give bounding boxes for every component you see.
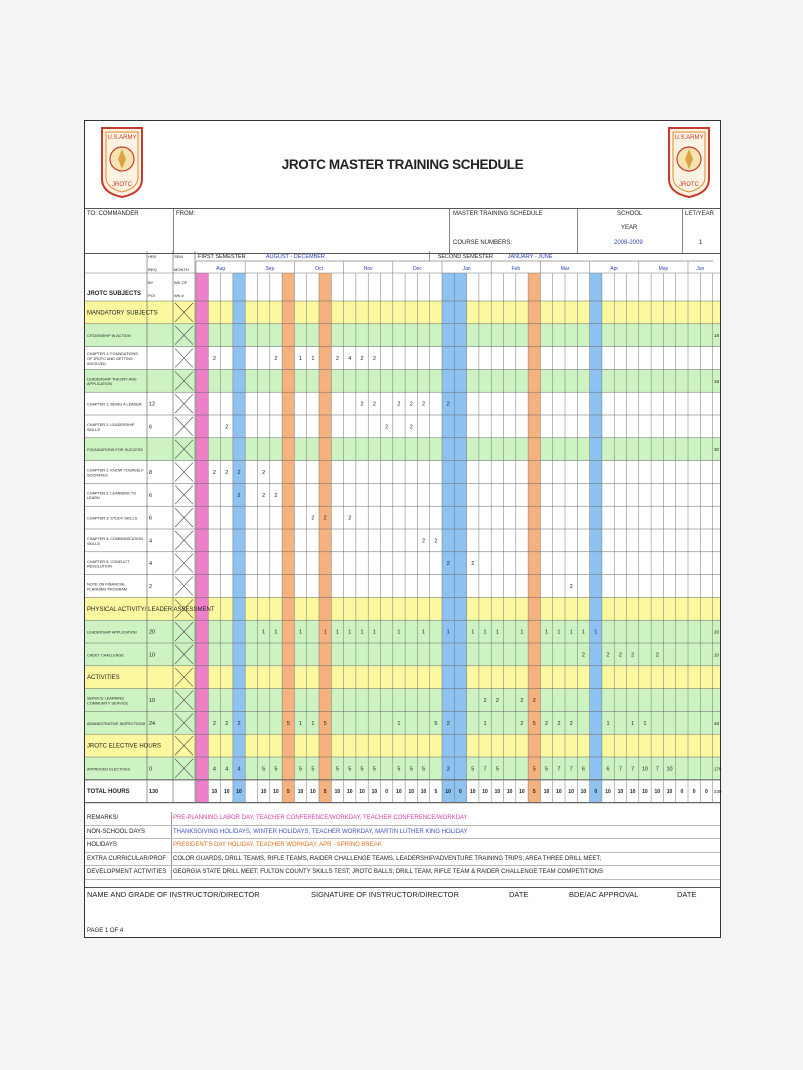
week-hours-value: 2 (434, 538, 438, 545)
week-hours-value: 6 (606, 766, 610, 773)
svg-text:U.S.ARMY: U.S.ARMY (107, 135, 137, 141)
week-hours-value: 5 (434, 720, 438, 727)
week-hours-value: 10 (482, 789, 488, 796)
row-total-value: 230 (714, 789, 722, 795)
row-background (85, 529, 720, 552)
week-hours-value: 10 (396, 789, 402, 796)
week-hours-value: 10 (359, 789, 365, 796)
week-hours-value: 5 (323, 720, 327, 727)
week-hours-value: 10 (334, 789, 341, 796)
week-hours-value: 1 (311, 356, 315, 362)
subject-label: CHAPTER 3: STUDY SKILLS (87, 516, 138, 521)
week-hours-value: 2 (618, 652, 622, 659)
hrs-value: 24 (149, 720, 156, 727)
month-label: Jun (696, 266, 705, 272)
row-background (85, 780, 720, 803)
week-hours-value: 1 (311, 720, 315, 727)
week-hours-value: 1 (274, 629, 278, 636)
sem-header-label: WK OF (174, 280, 188, 285)
week-hours-value: 5 (299, 766, 303, 773)
subject-label: CHAPTER 2: LEARNING TO (87, 491, 137, 496)
week-hours-value: 0 (459, 789, 462, 796)
week-hours-value: 10 (236, 789, 242, 796)
hrs-header-label: REQ (148, 267, 157, 272)
week-hours-value: 5 (422, 766, 426, 773)
week-hours-value: 2 (360, 401, 364, 408)
week-hours-value: 1 (483, 720, 487, 727)
week-hours-value: 10 (580, 789, 587, 796)
row-total-value: 10 (714, 652, 720, 658)
remarks-row-5: DEVELOPMENT ACTIVITIES GEORGIA STATE DRILL MEET; FULTON COUNTY SKILLS TEST; JROTC BALLS; DRILL TEAM, RIFLE TEAM & RAIDER CHALLENGE TEAM COMPETITIONS (85, 866, 720, 880)
week-hours-value: 3 (446, 766, 450, 773)
svg-text:JROTC: JROTC (679, 182, 699, 188)
row-background (85, 301, 720, 324)
date-label-1: DATE (509, 890, 529, 899)
row-background (85, 575, 720, 598)
week-hours-value: 10 (556, 789, 562, 796)
subject-label: LEARN (87, 496, 100, 501)
week-hours-value: 2 (372, 356, 376, 362)
week-hours-value: 2 (606, 652, 610, 659)
week-hours-value: 2 (557, 720, 561, 727)
row-background (85, 483, 720, 506)
week-hours-value: 2 (422, 538, 426, 545)
week-hours-value: 1 (483, 629, 487, 636)
week-hours-value: 5 (471, 766, 475, 773)
schedule-grid (85, 251, 720, 813)
week-hours-value: 7 (618, 766, 622, 773)
week-hours-value: 1 (446, 629, 450, 636)
week-hours-value: 2 (581, 652, 585, 659)
row-background (85, 369, 720, 392)
week-hours-value: 2 (569, 584, 573, 590)
row-total-value: 18 (714, 333, 720, 339)
week-hours-value: 5 (335, 766, 339, 773)
week-column-highlight (196, 273, 208, 803)
week-hours-value: 5 (545, 766, 549, 773)
page-title: JROTC MASTER TRAINING SCHEDULE (281, 157, 524, 172)
row-background (85, 461, 720, 484)
subject-label: OF JROTC AND GETTING (87, 357, 133, 361)
week-hours-value: 1 (348, 629, 352, 636)
name-grade-label: NAME AND GRADE OF INSTRUCTOR/DIRECTOR (87, 890, 260, 899)
week-hours-value: 1 (631, 720, 635, 727)
page-number: PAGE 1 OF 4 (87, 928, 124, 934)
remarks-text-5: GEORGIA STATE DRILL MEET; FULTON COUNTY SKILLS TEST; JROTC BALLS; DRILL TEAM, RIFLE TEAM & RAIDER CHALLENGE TEAM COMPETITIONS (173, 869, 603, 876)
week-hours-value: 1 (262, 629, 266, 636)
week-hours-value: 2 (274, 492, 278, 499)
row-background (85, 347, 720, 370)
row-background (85, 620, 720, 643)
week-hours-value: 10 (519, 789, 525, 796)
subject-label: CADET CHALLENGE (87, 653, 124, 658)
row-background (85, 666, 720, 689)
week-hours-value: 1 (520, 629, 524, 636)
week-hours-value: 2 (483, 698, 487, 704)
week-hours-value: 2 (274, 356, 278, 362)
week-hours-value: 10 (211, 789, 218, 796)
sem-header-label: SEM (174, 254, 183, 259)
subject-label: LEADERSHIP THEORY AND (87, 377, 137, 382)
week-column-highlight (454, 273, 466, 803)
hrs-value: 2 (149, 584, 153, 590)
week-hours-value: 2 (212, 356, 216, 362)
second-semester-label: SECOND SEMESTER (437, 254, 494, 260)
week-hours-value: 10 (273, 789, 279, 796)
week-column-highlight (590, 273, 602, 803)
week-hours-value: 10 (641, 766, 649, 773)
week-hours-value: 10 (346, 789, 353, 796)
week-hours-value: 2 (225, 470, 229, 476)
week-hours-value: 2 (237, 720, 241, 727)
week-hours-value: 2 (372, 401, 376, 408)
subject-label: CHAPTER 5: CONFLICT (87, 559, 130, 564)
year-label: YEAR (621, 225, 638, 231)
week-hours-value: 1 (397, 720, 401, 727)
month-label: May (658, 266, 669, 272)
sem-header-label: MONTH (174, 267, 189, 272)
week-hours-value: 10 (568, 789, 574, 796)
week-hours-value: 1 (397, 629, 401, 636)
month-label: Feb (511, 266, 521, 272)
svg-text:U.S.ARMY: U.S.ARMY (674, 135, 704, 141)
row-background (85, 757, 720, 780)
row-total-value: 18 (714, 378, 720, 384)
week-hours-value: 2 (262, 492, 266, 499)
week-hours-value: 1 (335, 629, 339, 636)
hrs-header-label: HRS (148, 254, 157, 259)
remarks-text-2: THANKSGIVING HOLIDAYS, WINTER HOLIDAYS, TEACHER WORKDAY, MARTIN LUTHER KING HOLIDAY (173, 828, 468, 835)
week-hours-value: 0 (680, 789, 684, 796)
week-hours-value: 1 (372, 629, 376, 636)
week-hours-value: 2 (262, 470, 266, 476)
remarks-text-3: PRESIDENT'S DAY HOLIDAY, TEACHER WORKDAY, APR - SPRING BREAK (173, 842, 382, 849)
week-hours-value: 10 (469, 789, 476, 796)
week-hours-value: 5 (532, 720, 536, 727)
first-semester-label: FIRST SEMESTER (198, 254, 246, 260)
week-hours-value: 2 (446, 561, 450, 568)
week-hours-value: 10 (654, 789, 661, 796)
subject-label: CITIZENSHIP IN ACTION (87, 334, 131, 339)
row-background (85, 734, 720, 757)
subject-label: TOTAL HOURS (87, 789, 130, 796)
week-hours-value: 2 (212, 470, 216, 476)
subject-label: NOTE ON FINANCIAL (87, 582, 126, 587)
subject-label: FOUNDATIONS FOR SUCCESS (87, 448, 143, 453)
week-hours-value: 10 (445, 789, 451, 796)
week-hours-value: 1 (581, 629, 585, 636)
week-hours-value: 1 (422, 629, 426, 636)
signature-row (85, 887, 720, 900)
week-hours-value: 2 (631, 652, 635, 659)
week-hours-value: 2 (348, 515, 352, 522)
header-info-block (85, 208, 720, 254)
week-hours-value: 10 (223, 789, 230, 796)
week-hours-value: 5 (409, 766, 413, 773)
subject-label: CHAPTER 1: BEING A LEADER (87, 402, 142, 407)
subject-label: ADMINISTRATIVE INSPECTIONS (87, 721, 146, 726)
week-hours-value: 2 (520, 698, 524, 704)
subject-label: RESOLUTION (87, 564, 112, 569)
week-hours-value: 4 (237, 766, 241, 773)
week-hours-value: 0 (385, 789, 389, 796)
date-label-2: DATE (677, 890, 697, 899)
subject-label: PLANNING PROGRAM (87, 587, 128, 592)
week-hours-value: 7 (557, 766, 561, 773)
subject-label: MANDATORY SUBJECTS (87, 310, 158, 317)
week-hours-value: 10 (310, 789, 316, 796)
week-hours-value: 0 (594, 789, 598, 796)
week-hours-value: 1 (569, 629, 573, 636)
subject-label: CHAPTER 1: KNOW YOURSELF (87, 468, 144, 473)
week-hours-value: 10 (666, 789, 673, 796)
svg-text:JROTC: JROTC (112, 182, 132, 188)
signature-label: SIGNATURE OF INSTRUCTOR/DIRECTOR (311, 890, 459, 899)
week-hours-value: 2 (237, 470, 241, 476)
week-hours-value: 10 (629, 789, 636, 796)
week-hours-value: 5 (274, 766, 278, 773)
let-year-value: 1 (699, 240, 703, 246)
hrs-value: 8 (149, 470, 153, 476)
sem-header-label: WK # (174, 293, 184, 298)
hrs-value: 130 (149, 789, 159, 796)
hrs-value: 6 (149, 492, 153, 499)
week-hours-value: 10 (506, 789, 513, 796)
week-hours-value: 10 (666, 766, 673, 773)
week-hours-value: 5 (348, 766, 352, 773)
week-hours-value: 10 (420, 789, 427, 796)
week-hours-value: 2 (323, 515, 327, 522)
subject-label: COMMUNITY SERVICE (87, 701, 128, 706)
first-semester-months: AUGUST - DECEMBER (266, 254, 325, 260)
week-hours-value: 7 (655, 766, 659, 773)
week-hours-value: 5 (360, 766, 364, 773)
week-hours-value: 7 (483, 766, 487, 773)
row-background (85, 324, 720, 347)
month-label: Aug (216, 266, 226, 272)
week-hours-value: 10 (260, 789, 267, 796)
row-background (85, 415, 720, 438)
hrs-value: 4 (149, 538, 153, 545)
week-hours-value: 10 (408, 789, 415, 796)
week-hours-value: 5 (311, 766, 315, 773)
remarks-row-1: REMARKS/ PRE-PLANNING LABOR DAY, TEACHER CONFERENCE/WORKDAY, TEACHER CONFERENCE/WORKDAY (85, 812, 720, 826)
subject-label: INVOLVED (87, 361, 106, 366)
remarks-row-2: NON-SCHOOL DAYS THANKSGIVING HOLIDAYS, WINTER HOLIDAYS, TEACHER WORKDAY, MARTIN LUTHER KING HOLIDAY (85, 826, 720, 840)
week-hours-value: 5 (262, 766, 266, 773)
week-hours-value: 4 (212, 766, 216, 773)
subject-label: CHAPTER 2: LEADERSHIP (87, 423, 135, 427)
month-label: Nov (363, 266, 373, 272)
month-label: Dec (412, 266, 422, 272)
to-field: TO: COMMANDER (87, 211, 139, 217)
hrs-value: 4 (149, 561, 153, 568)
week-hours-value: 1 (606, 720, 610, 727)
week-hours-value: 2 (446, 720, 450, 727)
week-hours-value: 5 (532, 789, 536, 796)
week-hours-value: 2 (225, 720, 229, 727)
row-total-value: 48 (714, 720, 720, 726)
subject-label: APPROVED ELECTIVES (87, 767, 131, 772)
week-hours-value: 5 (495, 766, 499, 773)
from-field: FROM: (176, 211, 196, 217)
week-hours-value: 1 (299, 629, 303, 636)
row-background (85, 689, 720, 712)
week-hours-value: 1 (323, 629, 327, 636)
year-value: 2008-2009 (614, 240, 643, 246)
training-schedule-sheet (84, 120, 721, 938)
let-year-label: LET/YEAR (685, 211, 715, 217)
week-hours-value: 10 (494, 789, 501, 796)
week-hours-value: 2 (409, 424, 413, 431)
subject-label: SERVICE LEARNING (87, 696, 125, 701)
week-hours-value: 2 (545, 720, 549, 727)
week-hours-value: 1 (545, 629, 549, 636)
subject-label: LEADERSHIP APPLICATION (87, 630, 137, 635)
week-hours-value: 2 (385, 424, 389, 431)
week-hours-value: 5 (532, 766, 536, 773)
week-hours-value: 2 (311, 515, 315, 522)
week-hours-value: 2 (520, 720, 524, 727)
week-hours-value: 2 (471, 561, 475, 568)
month-label: Oct (315, 266, 323, 272)
week-hours-value: 0 (705, 789, 708, 796)
remarks-text-1: PRE-PLANNING LABOR DAY, TEACHER CONFERENCE/WORKDAY, TEACHER CONFERENCE/WORKDAY (173, 815, 468, 821)
week-hours-value: 10 (617, 789, 624, 796)
week-hours-value: 5 (323, 789, 327, 796)
week-hours-value: 4 (225, 766, 229, 773)
month-label: Apr (610, 266, 619, 272)
bde-approval-label: BDE/AC APPROVAL (569, 890, 639, 899)
hrs-value: 6 (149, 515, 153, 522)
week-hours-value: 7 (569, 766, 573, 773)
remarks-text-4: COLOR GUARDS, DRILL TEAMS, RIFLE TEAMS, RAIDER CHALLENGE TEAMS, LEADERSHIP/ADVENTURE TRAINING TRIPS; AREA THREE DRILL MEET; (173, 855, 601, 862)
week-hours-value: 2 (409, 401, 413, 408)
subject-label: CHAPTER 1: FOUNDATIONS (87, 352, 138, 357)
week-hours-value: 2 (446, 401, 450, 408)
week-hours-value: 5 (286, 720, 290, 727)
hrs-value: 10 (149, 698, 156, 704)
second-semester-months: JANUARY - JUNE (507, 254, 553, 260)
week-hours-value: 2 (495, 698, 499, 704)
school-label: SCHOOL (617, 211, 643, 217)
week-hours-value: 2 (532, 698, 536, 704)
subject-label: CHAPTER 4: COMMUNICATION (87, 537, 144, 541)
course-numbers-label: COURSE NUMBERS: (453, 240, 513, 246)
week-hours-value: 7 (631, 766, 635, 773)
mts-label: MASTER TRAINING SCHEDULE (453, 211, 543, 217)
subject-label: APPLICATION (87, 382, 112, 387)
month-label: Sep (265, 266, 275, 272)
row-total-value: 20 (714, 629, 720, 635)
week-hours-value: 1 (643, 720, 647, 727)
week-hours-value: 1 (299, 356, 303, 362)
week-hours-value: 2 (569, 720, 573, 727)
hrs-value: 12 (149, 401, 156, 408)
row-total-value: 176 (714, 766, 722, 772)
week-hours-value: 1 (471, 629, 475, 636)
week-hours-value: 10 (642, 789, 648, 796)
week-hours-value: 5 (372, 766, 376, 773)
subject-label: PHYSICAL ACTIVITY/ LEADER ASSESSMENT (87, 606, 215, 613)
hrs-value: 6 (149, 424, 153, 431)
hrs-value: 0 (149, 766, 153, 773)
week-hours-value: 5 (286, 789, 290, 796)
row-total-value: 30 (714, 447, 720, 453)
week-hours-value: 2 (335, 356, 339, 362)
subject-label: SKILLS (87, 541, 100, 546)
week-hours-value: 2 (422, 401, 426, 408)
row-background (85, 438, 720, 461)
hrs-header-label: POI (148, 293, 155, 298)
week-hours-value: 1 (557, 629, 561, 636)
week-hours-value: 10 (297, 789, 304, 796)
week-hours-value: 6 (581, 766, 585, 773)
week-hours-value: 2 (397, 401, 401, 408)
month-label: Jan (462, 266, 471, 272)
subject-label: ACTIVITIES (87, 675, 120, 682)
week-hours-value: 1 (360, 629, 364, 636)
row-background (85, 392, 720, 415)
week-hours-value: 2 (212, 720, 216, 727)
week-hours-value: 5 (397, 766, 401, 773)
hrs-header-label: BY (148, 280, 154, 285)
row-background (85, 711, 720, 734)
row-background (85, 552, 720, 575)
subject-label: SOCRATES (87, 473, 108, 478)
week-hours-value: 10 (371, 789, 378, 796)
week-hours-value: 10 (543, 789, 550, 796)
remarks-row-4: EXTRA CURRICULAR/PROF COLOR GUARDS, DRILL TEAMS, RIFLE TEAMS, RAIDER CHALLENGE TEAMS, LEADERSHIP/ADVENTURE TRAINING TRIPS; AREA THREE DRILL MEET; (85, 853, 720, 867)
week-hours-value: 10 (605, 789, 611, 796)
week-hours-value: 1 (594, 629, 598, 636)
week-hours-value: 4 (348, 356, 352, 362)
week-hours-value: 1 (299, 720, 303, 727)
week-hours-value: 0 (692, 789, 696, 796)
hrs-value: 10 (149, 652, 156, 659)
subjects-heading: JROTC SUBJECTS (87, 291, 142, 297)
week-hours-value: 2 (360, 356, 364, 362)
row-background (85, 506, 720, 529)
remarks-block (85, 812, 720, 880)
subject-label: JROTC ELECTIVE HOURS (87, 743, 162, 750)
row-background (85, 643, 720, 666)
hrs-value: 20 (149, 629, 156, 636)
subject-label: SKILLS (87, 427, 100, 432)
remarks-row-3: HOLIDAYS PRESIDENT'S DAY HOLIDAY, TEACHER WORKDAY, APR - SPRING BREAK (85, 839, 720, 853)
week-hours-value: 2 (237, 492, 241, 499)
month-label: Mar (560, 266, 570, 272)
week-hours-value: 1 (495, 629, 499, 636)
week-hours-value: 2 (655, 652, 659, 659)
week-hours-value: 2 (225, 424, 229, 431)
week-hours-value: 5 (434, 789, 438, 796)
